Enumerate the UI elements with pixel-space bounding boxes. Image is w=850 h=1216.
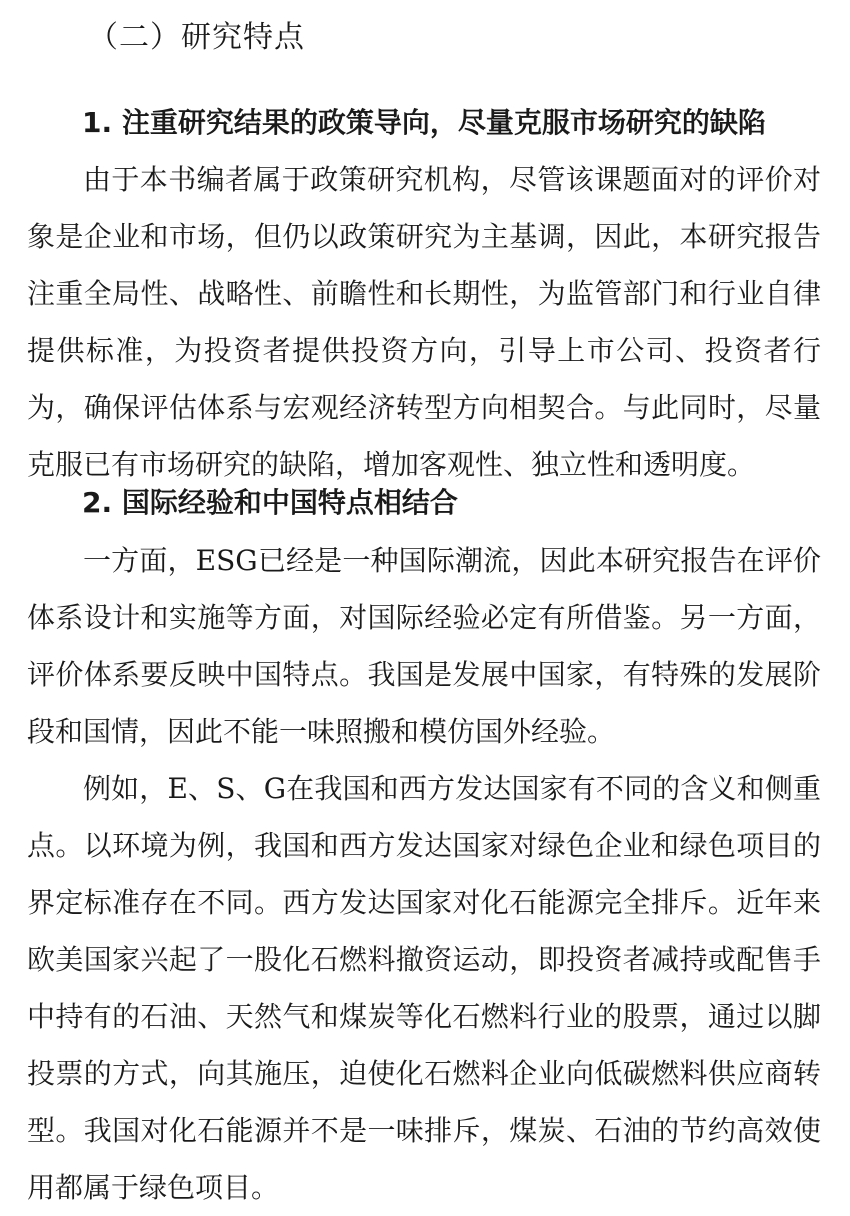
subheading-policy-orientation: 1. 注重研究结果的政策导向，尽量克服市场研究的缺陷: [82, 106, 766, 139]
subheading-international-and-chinese: 2. 国际经验和中国特点相结合: [82, 486, 458, 519]
paragraph-policy-orientation: 由于本书编者属于政策研究机构，尽管该课题面对的评价对象是企业和市场，但仍以政策研究为主基调，因此，本研究报告注重全局性、战略性、前瞻性和长期性，为监管部门和行业自律提供标准，为投资者提供投资方向，引导上市公司、投资者行为，确保评估体系与宏观经济转型方向相契合。与此同时，尽量克服已有市场研究的缺陷，增加客观性、独立性和透明度。: [27, 163, 821, 481]
section-title: （二）研究特点: [88, 20, 305, 55]
paragraph-esg-example: 例如，E、S、G在我国和西方发达国家有不同的含义和侧重点。以环境为例，我国和西方发达国家对绿色企业和绿色项目的界定标准存在不同。西方发达国家对化石能源完全排斥。近年来欧美国家兴起了一股化石燃料撤资运动，即投资者减持或配售手中持有的石油、天然气和煤炭等化石燃料行业的股票，通过以脚投票的方式，向其施压，迫使化石燃料企业向低碳燃料供应商转型。我国对化石能源并不是一味排斥，煤炭、石油的节约高效使用都属于绿色项目。: [27, 772, 821, 1204]
paragraph-international-experience: 一方面，ESG已经是一种国际潮流，因此本研究报告在评价体系设计和实施等方面，对国际经验必定有所借鉴。另一方面，评价体系要反映中国特点。我国是发展中国家，有特殊的发展阶段和国情，因此不能一味照搬和模仿国外经验。: [27, 544, 821, 748]
